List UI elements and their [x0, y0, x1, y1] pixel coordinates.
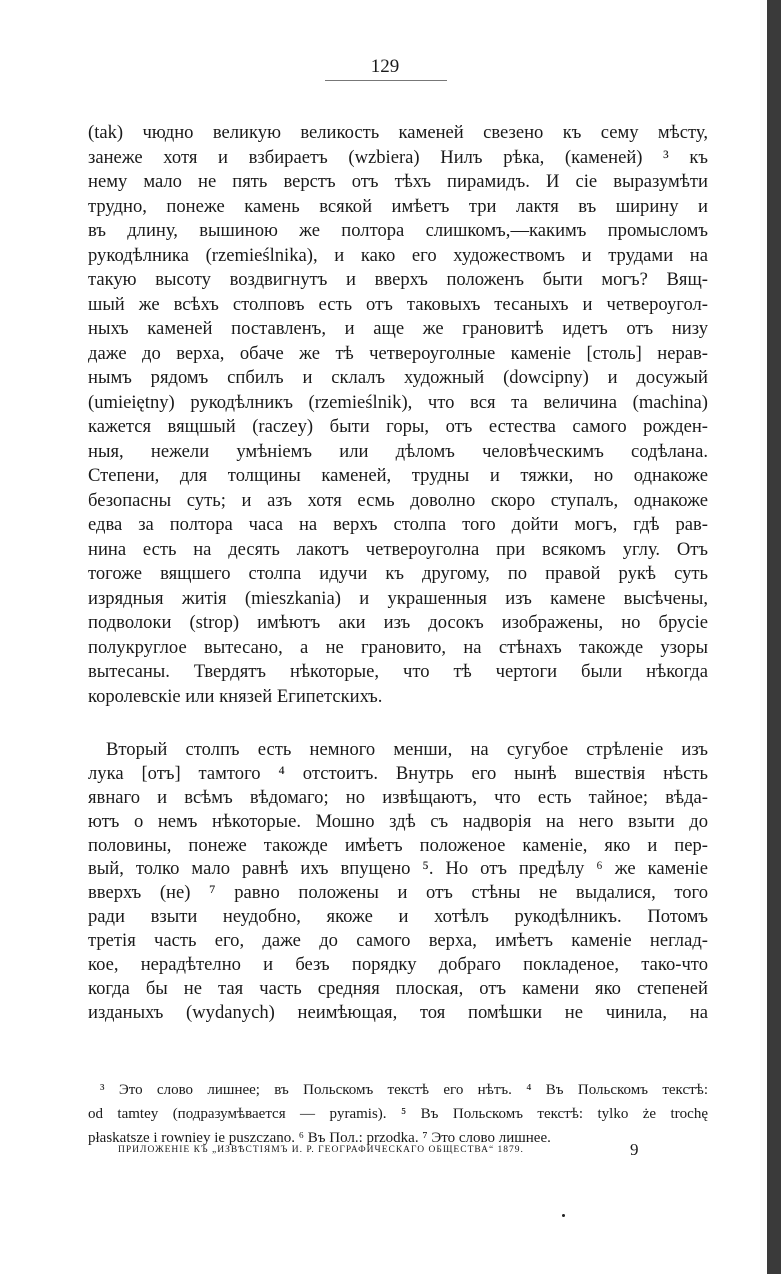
signature-mark: 9: [630, 1140, 639, 1159]
text-line: (tak) чюдно великую великость каменей свезено къ сему мѣсту,: [88, 122, 708, 143]
text-line: Степени, для толщины каменей, трудны и тяжки, но однакоже: [88, 465, 708, 486]
scan-speck: [562, 1214, 565, 1217]
text-line: даже до верха, обаче же тѣ четвероуголные каменіе [столь] нерав-: [88, 342, 708, 364]
footnote-line: płaskatsze i rowniey ie puszczano. ⁶ Въ Пол.: przodka. ⁷ Это слово лишнее.: [88, 1130, 551, 1146]
text-line: шый же всѣхъ столповъ есть отъ таковыхъ тесаныхъ и четвероугол-: [88, 293, 708, 315]
footnotes: [88, 1078, 708, 1150]
page-number: 129: [370, 56, 400, 77]
paragraph-1: [88, 121, 708, 709]
paragraph-2: [88, 738, 708, 1025]
text-line: вый, толко мало равнѣ ихъ впущено ⁵. Но отъ предѣлу ⁶ же каменіе: [88, 858, 708, 880]
text-line: кое, нерадѣтелно и безъ порядку добраго покладеное, тако-что: [88, 954, 708, 976]
text-line: рукодѣлника (rzemieślnika), и како его художествомъ и трудами на: [88, 244, 708, 266]
text-line: ютъ о немъ нѣкоторые. Мошно здѣ съ надворія на него взыти до: [88, 810, 708, 832]
footer-imprint: ПРИЛОЖЕНІЕ КЪ „ИЗВѢСТІЯМЪ И. Р. ГЕОГРАФИЧЕСКАГО ОБЩЕСТВА“ 1879.: [118, 1145, 524, 1155]
footnote-line: ³ Это слово лишнее; въ Польскомъ текстѣ его нѣтъ. ⁴ Въ Польскомъ текстѣ:: [100, 1082, 708, 1098]
text-line: (umieiętny) рукодѣлникъ (rzemieślnik), что вся та величина (machina): [88, 391, 708, 413]
text-line: Вторый столпъ есть немного менши, на сугубое стрѣленіе изъ: [106, 739, 708, 760]
text-line: полукруглое вытесано, а не грановито, на стѣнахъ такожде узоры: [88, 636, 708, 658]
text-line: ныя, нежели умѣніемъ или дѣломъ человѣческимъ содѣлана.: [88, 440, 708, 462]
scan-edge: [767, 0, 781, 1274]
text-line: изрядныя житія (mieszkania) и украшенныя изъ камене высѣчены,: [88, 587, 708, 609]
text-line: занеже хотя и взбираетъ (wzbiera) Нилъ рѣка, (каменей) ³ къ: [88, 146, 708, 168]
text-line: нему мало не пять верстъ отъ тѣхъ пирамидъ. И сіе выразумѣти: [88, 171, 708, 192]
text-line: нымъ рядомъ спбилъ и склалъ художный (dowcipny) и досужый: [88, 367, 708, 388]
text-line: лука [отъ] тамтого ⁴ отстоитъ. Внутрь его нынѣ вшествія нѣсть: [88, 762, 708, 784]
text-line: королевскіе или князей Египетскихъ.: [88, 685, 383, 707]
text-line: третія часть его, даже до самого верха, имѣетъ каменіе неглад-: [88, 930, 708, 952]
text-line: когда бы не тая часть средняя плоская, отъ камени яко степеней: [88, 977, 708, 999]
text-line: трудно, понеже камень всякой имѣетъ три лактя въ ширину и: [88, 195, 708, 217]
text-line: тогоже вящшего столпа идучи къ другому, по правой рукѣ суть: [88, 563, 708, 584]
text-line: вытесаны. Твердятъ нѣкоторые, что тѣ чертоги были нѣкогда: [88, 661, 708, 682]
text-line: такую высоту воздвигнутъ и вверхъ положенъ быти могъ? Вящ-: [88, 269, 708, 290]
text-line: едва за полтора часа на верхъ столпа того дойти могъ, гдѣ рав-: [88, 514, 708, 535]
text-line: изданыхъ (wydanych) неимѣющая, тоя помѣшки не чинила, на: [88, 1001, 708, 1023]
header-rule: [325, 80, 447, 81]
text-line: подволоки (strop) имѣютъ аки изъ досокъ изображены, но брусіе: [88, 612, 708, 633]
text-line: ныхъ каменей поставленъ, и аще же грановитѣ идетъ отъ низу: [88, 318, 708, 339]
text-line: ради взыти неудобно, якоже и хотѣлъ рукодѣлникъ. Потомъ: [88, 906, 708, 928]
footnote-line: od tamtey (подразумѣвается — pyramis). ⁵ Въ Польскомъ текстѣ: tylko że trochę: [88, 1106, 708, 1122]
text-line: въ длину, вышиною же полтора слишкомъ,—какимъ промысломъ: [88, 220, 708, 241]
text-line: вверхъ (не) ⁷ равно положены и отъ стѣны не выдалися, того: [88, 882, 708, 904]
text-line: безопасны суть; и азъ хотя есмь доволно скоро ступалъ, однакоже: [88, 489, 708, 511]
text-line: половины, понеже такожде имѣетъ положеное каменіе, яко и пер-: [88, 834, 708, 856]
text-line: нина есть на десять лакотъ четвероуголна при всякомъ углу. Отъ: [88, 538, 708, 560]
text-line: явнаго и всѣмъ вѣдомаго; но извѣщаютъ, что есть тайное; вѣда-: [88, 786, 708, 808]
text-line: кажется вящшый (raczey) быти горы, отъ естества самого рожден-: [88, 416, 708, 437]
